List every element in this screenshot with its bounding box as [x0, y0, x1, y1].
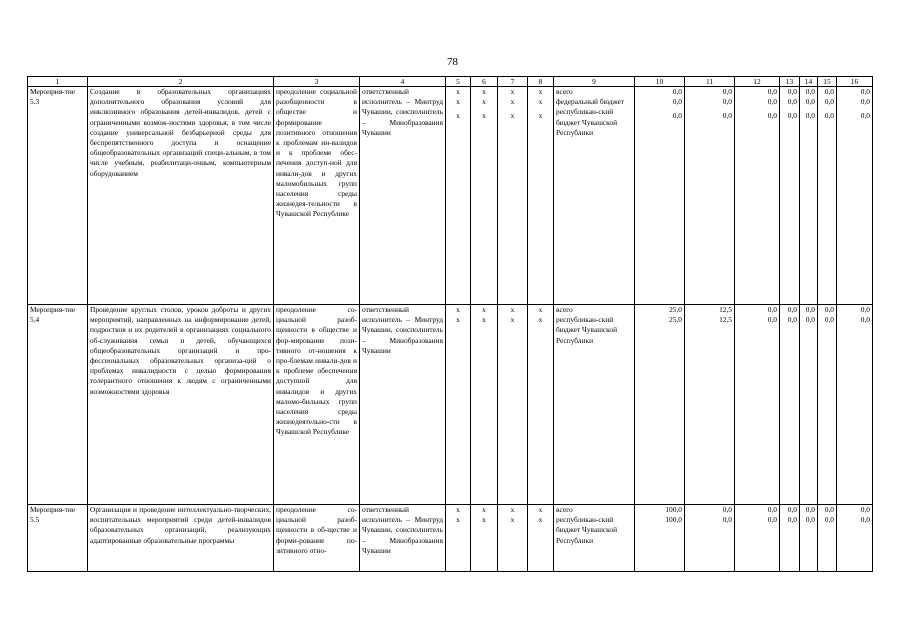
value-col-10: 100,0 100,0	[635, 505, 685, 572]
funding-source: всего федеральный бюджет республикан-ский бюджет Чувашской Республики	[554, 87, 635, 305]
value-col-11: 12,5 12,5	[685, 305, 735, 505]
value-col-13: 0,0 0,0	[780, 305, 800, 505]
value-col-13: 0,0 0,0 0,0	[780, 87, 800, 305]
page-number: 78	[447, 56, 458, 68]
value-col-13: 0,0 0,0	[780, 505, 800, 572]
value-col-11: 0,0 0,0	[685, 505, 735, 572]
col-8: x x	[528, 505, 554, 572]
measure-executor: ответственный исполнитель – Минтруд Чувашии, соисполнитель – Минобразования Чувашии	[360, 87, 446, 305]
measure-goal: преодоление со-циальной разоб-щенности в обществе и фор-мирование пози-тивного от-ношения к про-блемам инвали-дов и к проблеме обеспечения доступной для инвалидов и других маломо-бильных групп населения среды жизнедеятельно-сти в Чувашской Республике	[274, 305, 360, 505]
value-col-10: 0,0 0,0 0,0	[635, 87, 685, 305]
col-5: x x	[446, 505, 471, 572]
value-col-16: 0,0 0,0	[837, 305, 873, 505]
header-row	[28, 77, 873, 87]
measure-code: Мероприя-тие 5.5	[28, 505, 88, 572]
measure-description: Создание в образовательных организациях дополнительного образования условий для инклюзивного образования детей-инвалидов, детей с ограниченными возмож-ностями здоровья, в том числе создание универсальной безбарьерной среды для беспрепятственного доступа и оснащение общеобразовательных организаций специ-альным, в том числе учебным, реабилитаци-онным, компьютерным оборудованием	[88, 87, 274, 305]
measure-description: Организация и проведение интеллектуально-творческих, воспитательных мероприятий среди детей-инвалидов образовательных организаций, реализующих адаптированные образовательные программы	[88, 505, 274, 572]
value-col-16: 0,0 0,0	[837, 505, 873, 572]
funding-source: всего республикан-ский бюджет Чувашской Республики	[554, 305, 635, 505]
measure-description: Проведение круглых столов, уроков доброты и других мероприятий, направленных на информирование детей, подростков и их родителей в организациях социального об-служивания семьи и детей, обучающихся общеобразовательных организаций и про-фессиональных образовательных организа-ций о проблемах инвалидности с целью формирования толерантного отношения к людям с ограниченными возможностями здоровья	[88, 305, 274, 505]
table-row	[28, 505, 873, 572]
col-6: x x	[471, 305, 498, 505]
col-8: x x	[528, 305, 554, 505]
value-col-12: 0,0 0,0	[735, 505, 780, 572]
header-cell: 14	[800, 77, 818, 87]
header-cell: 12	[735, 77, 780, 87]
measure-code: Мероприя-тие 5.3	[28, 87, 88, 305]
value-col-12: 0,0 0,0	[735, 305, 780, 505]
value-col-16: 0,0 0,0 0,0	[837, 87, 873, 305]
value-col-11: 0,0 0,0 0,0	[685, 87, 735, 305]
header-cell: 1	[28, 77, 88, 87]
col-6: x x x	[471, 87, 498, 305]
header-cell: 16	[837, 77, 873, 87]
value-col-15: 0,0 0,0	[818, 505, 837, 572]
col-7: x x x	[498, 87, 528, 305]
col-6: x x	[471, 505, 498, 572]
header-cell: 13	[780, 77, 800, 87]
measure-code: Мероприя-тие 5.4	[28, 305, 88, 505]
header-cell: 7	[498, 77, 528, 87]
table-row	[28, 305, 873, 505]
table-row	[28, 87, 873, 305]
col-7: x x	[498, 305, 528, 505]
col-5: x x x	[446, 87, 471, 305]
value-col-15: 0,0 0,0	[818, 305, 837, 505]
header-cell: 15	[818, 77, 837, 87]
header-cell: 3	[274, 77, 360, 87]
value-col-15: 0,0 0,0 0,0	[818, 87, 837, 305]
header-cell: 11	[685, 77, 735, 87]
funding-source: всего республикан-ский бюджет Чувашской Республики	[554, 505, 635, 572]
col-5: x x	[446, 305, 471, 505]
value-col-12: 0,0 0,0 0,0	[735, 87, 780, 305]
col-7: x x	[498, 505, 528, 572]
measure-goal: преодоление социальной разобщенности в обществе и формирование позитивного отношения к проблемам ин-валидов и к проблеме обес-печения доступ-ной для инвали-дов и других маломобильных групп населения среды жизнедея-тельности в Чувашской Республике	[274, 87, 360, 305]
value-col-10: 25,0 25,0	[635, 305, 685, 505]
header-cell: 2	[88, 77, 274, 87]
value-col-14: 0,0 0,0	[800, 305, 818, 505]
col-8: x x x	[528, 87, 554, 305]
measure-executor: ответственный исполнитель – Минтруд Чувашии, соисполнитель – Минобразования Чувашии	[360, 505, 446, 572]
header-cell: 6	[471, 77, 498, 87]
measure-executor: ответственный исполнитель – Минтруд Чувашии, соисполнитель – Минобразования Чувашии	[360, 305, 446, 505]
header-cell: 4	[360, 77, 446, 87]
value-col-14: 0,0 0,0	[800, 505, 818, 572]
value-col-14: 0,0 0,0 0,0	[800, 87, 818, 305]
header-cell: 10	[635, 77, 685, 87]
header-cell: 9	[554, 77, 635, 87]
measure-goal: преодоление со-циальной разоб-щенности в об-ществе и форми-рование по-зитивного отно-	[274, 505, 360, 572]
program-table	[27, 76, 873, 572]
header-cell: 8	[528, 77, 554, 87]
header-cell: 5	[446, 77, 471, 87]
